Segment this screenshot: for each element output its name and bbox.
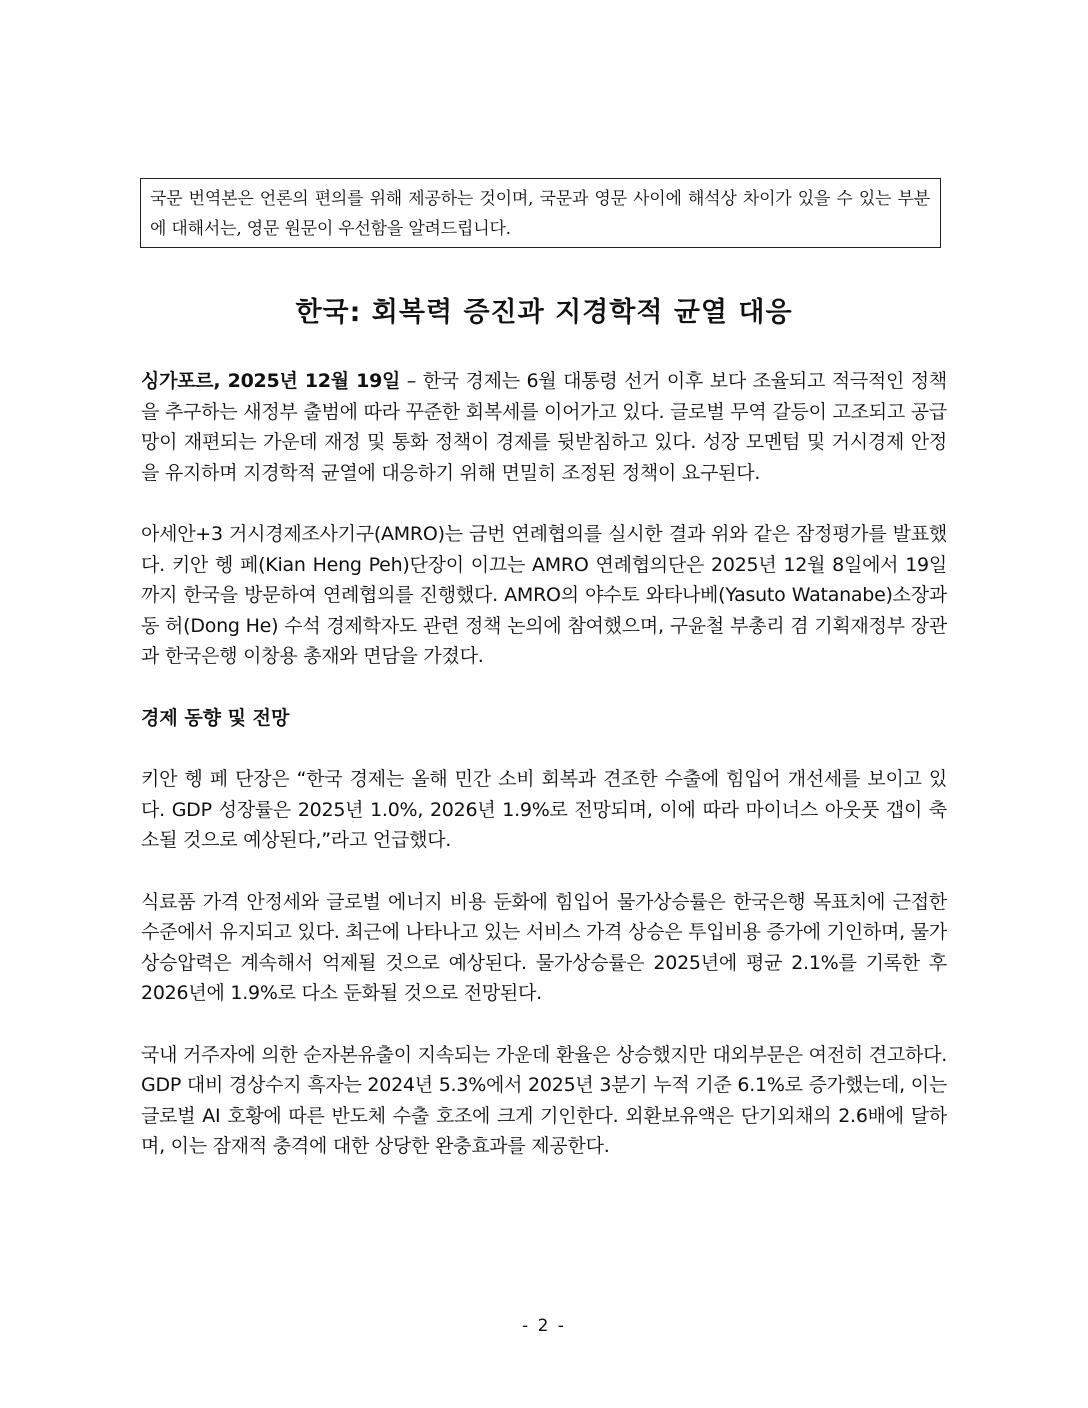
translation-notice-box [140, 178, 941, 248]
intro-text: – 한국 경제는 6월 대통령 선거 이후 보다 조율되고 적극적인 정책을 추구하는 새정부 출범에 따라 꾸준한 회복세를 이어가고 있다. 글로벌 무역 갈등이 고조되고 공급망이 재편되는 가운데 재정 및 통화 정책이 경제를 뒷받침하고 있다. 성장 모멘텀 및 거시경제 안정을 유지하며 지경학적 균열에 대응하기 위해 면밀히 조정된 정책이 요구된다. [141, 370, 947, 484]
page-title: 한국: 회복력 증진과 지경학적 균열 대응 [295, 297, 793, 328]
section-heading-outlook: 경제 동향 및 전망 [141, 706, 290, 729]
document-body [141, 366, 947, 1162]
page-number: - 2 - [522, 1316, 566, 1336]
external-sector-paragraph: 국내 거주자에 의한 순자본유출이 지속되는 가운데 환율은 상승했지만 대외부문은 여전히 견고하다. GDP 대비 경상수지 흑자는 2024년 5.3%에서 2025년 3분기 누적 기준 6.1%로 증가했는데, 이는 글로벌 AI 호황에 따른 반도체 수출 호조에 크게 기인한다. 외환보유액은 단기외채의 2.6배에 달하며, 이는 잠재적 충격에 대한 상당한 완충효과를 제공한다. [141, 1043, 947, 1157]
inflation-paragraph: 식료품 가격 안정세와 글로벌 에너지 비용 둔화에 힘입어 물가상승률은 한국은행 목표치에 근접한 수준에서 유지되고 있다. 최근에 나타나고 있는 서비스 가격 상승은 투입비용 증가에 기인하며, 물가상승압력은 계속해서 억제될 것으로 예상된다. 물가상승률은 2025년에 평균 2.1%를 기록한 후 2026년에 1.9%로 다소 둔화될 것으로 전망된다. [141, 890, 947, 1004]
growth-paragraph: 키안 헹 페 단장은 “한국 경제는 올해 민간 소비 회복과 견조한 수출에 힘입어 개선세를 보이고 있다. GDP 성장률은 2025년 1.0%, 2026년 1.9%로 전망되며, 이에 따라 마이너스 아웃풋 갭이 축소될 것으로 예상된다,”라고 언급했다. [141, 768, 947, 851]
amro-consultation-paragraph: 아세안+3 거시경제조사기구(AMRO)는 금번 연례협의를 실시한 결과 위와 같은 잠정평가를 발표했다. 키안 헹 페(Kian Heng Peh)단장이 이끄는 AMRO 연례협의단은 2025년 12월 8일에서 19일까지 한국을 방문하여 연례협의를 진행했다. AMRO의 야수토 와타나베(Yasuto Watanabe)소장과 동 허(Dong He) 수석 경제학자도 관련 정책 논의에 참여했으며, 구윤철 부총리 겸 기획재정부 장관과 한국은행 이창용 총재와 면담을 가졌다. [141, 523, 947, 667]
intro-paragraph [141, 366, 947, 488]
dateline: 싱가포르, 2025년 12월 19일 [141, 370, 401, 392]
translation-notice-text: 국문 번역본은 언론의 편의를 위해 제공하는 것이며, 국문과 영문 사이에 해석상 차이가 있을 수 있는 부분에 대해서는, 영문 원문이 우선함을 알려드립니다. [150, 189, 930, 239]
